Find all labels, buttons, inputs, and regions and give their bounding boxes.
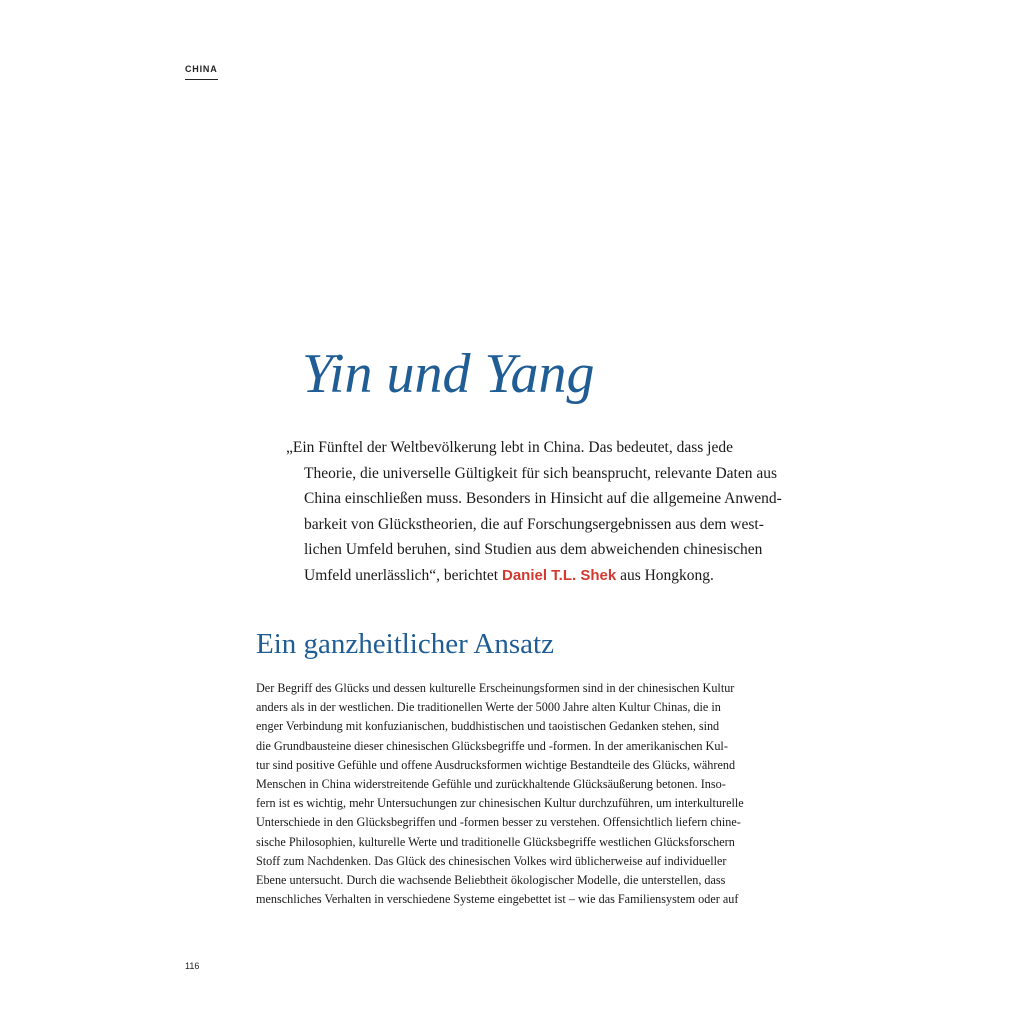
intro-text: aus Hongkong. (616, 566, 714, 584)
body-line: tur sind positive Gefühle und offene Ausdrucksformen wichtige Bestandteile des Glücks, während (256, 757, 736, 772)
body-line: anders als in der westlichen. Die traditionellen Werte der 5000 Jahre alten Kultur Chinas, die in (256, 700, 721, 715)
page-number: 116 (185, 961, 200, 971)
intro-line: „Ein Fünftel der Weltbevölkerung lebt in China. Das bedeutet, dass jede (286, 439, 733, 456)
body-line: Ebene untersucht. Durch die wachsende Beliebtheit ökologischer Modelle, die unterstellen, dass (256, 873, 726, 888)
intro-paragraph (286, 435, 826, 588)
body-line: Menschen in China widerstreitende Gefühle und zurückhaltende Glücksäußerung betonen. Inso- (256, 777, 726, 792)
section-subheading: Ein ganzheitlicher Ansatz (256, 628, 554, 660)
body-line: die Grundbausteine dieser chinesischen Glücksbegriffe und -formen. In der amerikanischen Kul- (256, 738, 728, 753)
intro-text: Umfeld unerlässlich“, berichtet (304, 566, 502, 584)
author-name: Daniel T.L. Shek (501, 566, 617, 584)
body-line: Unterschiede in den Glücksbegriffen und -formen besser zu verstehen. Offensichtlich liefern chine- (256, 815, 741, 830)
body-line: sische Philosophien, kulturelle Werte und traditionelle Glücksbegriffe westlichen Glücksforschern (256, 834, 735, 849)
intro-line: barkeit von Glückstheorien, die auf Forschungsergebnissen aus dem west- (304, 515, 764, 533)
intro-line: lichen Umfeld beruhen, sind Studien aus dem abweichenden chinesischen (304, 541, 763, 558)
intro-line: Theorie, die universelle Gültigkeit für sich beansprucht, relevante Daten aus (304, 464, 778, 482)
body-line: enger Verbindung mit konfuzianischen, buddhistischen und taoistischen Gedanken stehen, sind (256, 719, 720, 734)
body-line: Der Begriff des Glücks und dessen kulturelle Erscheinungsformen sind in der chinesischen Kultur (256, 681, 735, 695)
section-label: CHINA (185, 64, 218, 80)
article-title: Yin und Yang (302, 343, 595, 405)
body-line: fern ist es wichtig, mehr Untersuchungen zur chinesischen Kultur durchzuführen, um interkulturelle (256, 796, 744, 811)
body-line: menschliches Verhalten in verschiedene Systeme eingebettet ist – wie das Familiensystem oder auf (256, 892, 739, 907)
body-paragraph (256, 679, 816, 909)
intro-last-line (286, 563, 826, 589)
body-line: Stoff zum Nachdenken. Das Glück des chinesischen Volkes wird üblicherweise auf individueller (256, 853, 727, 868)
intro-line: China einschließen muss. Besonders in Hinsicht auf die allgemeine Anwend- (304, 490, 782, 507)
